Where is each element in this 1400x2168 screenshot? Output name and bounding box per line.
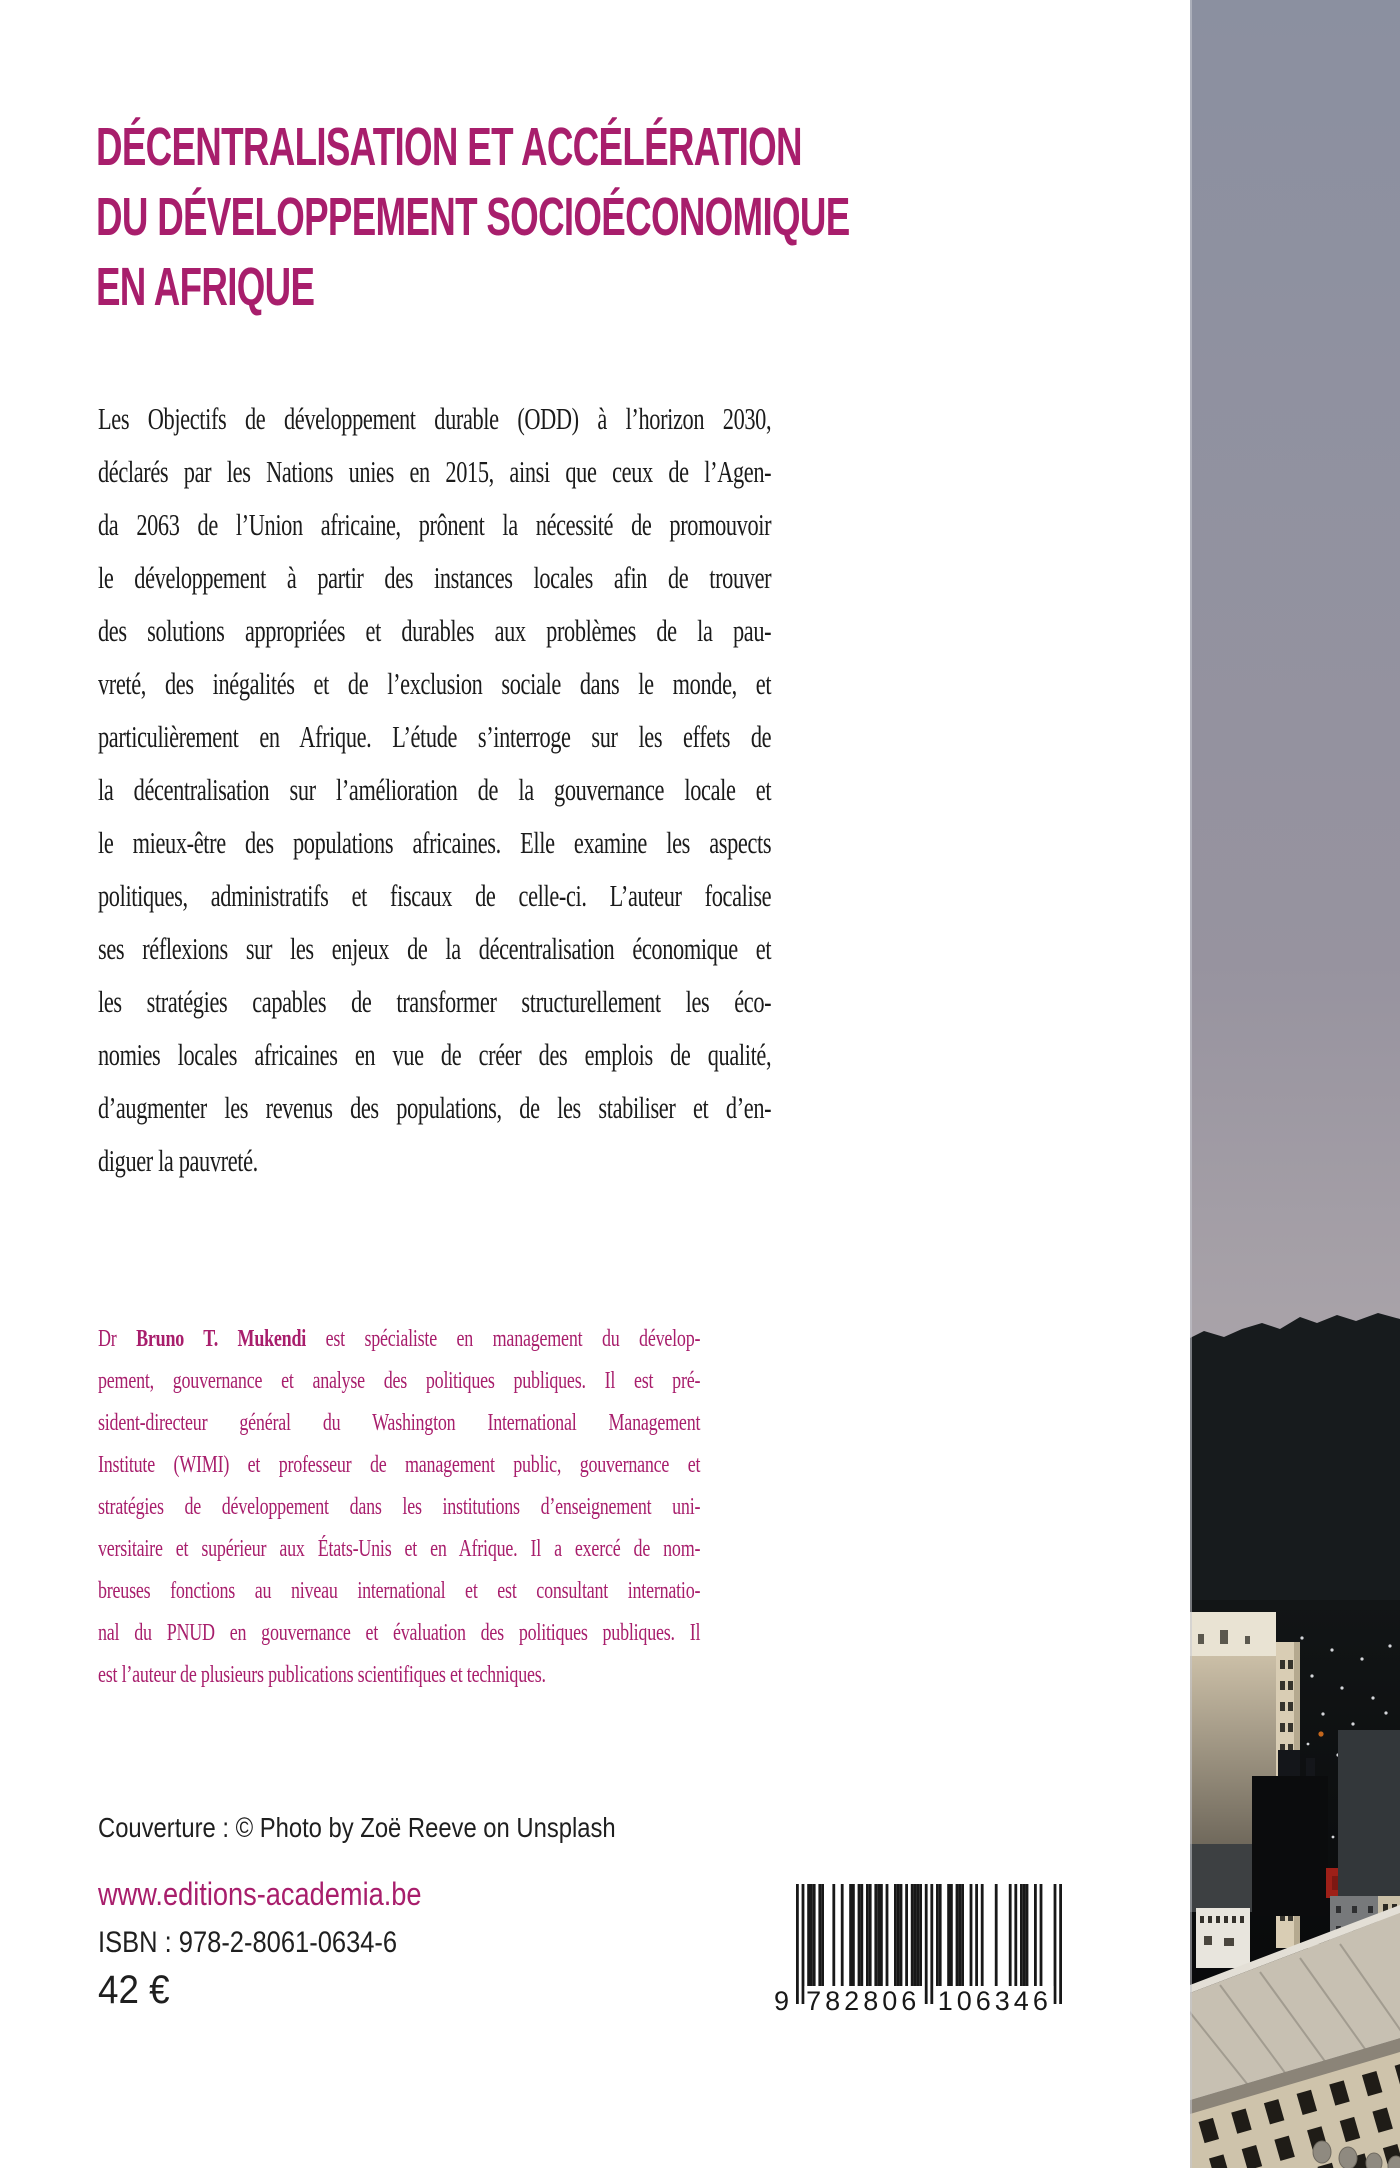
- bio-author-name: Bruno T. Mukendi: [136, 1326, 307, 1352]
- synopsis-line: ses réflexions sur les enjeux de la décentralisation économique et: [98, 931, 772, 966]
- title-line: DÉCENTRALISATION ET ACCÉLÉRATION: [96, 117, 802, 177]
- synopsis-line: da 2063 de l’Union africaine, prônent la nécessité de promouvoir: [98, 507, 772, 542]
- cover-photo-strip: [1190, 0, 1400, 2168]
- bio: [98, 1318, 700, 1696]
- synopsis: [98, 392, 771, 1187]
- photo-left-edge: [1190, 0, 1192, 2168]
- synopsis-line: d’augmenter les revenus des populations, de les stabiliser et d’en-: [98, 1090, 772, 1125]
- city-mountain-photo: [1190, 0, 1400, 2168]
- cover-photo-credit: Couverture : © Photo by Zoë Reeve on Unsplash: [98, 1812, 616, 1843]
- synopsis-line: nomies locales africaines en vue de créer des emplois de qualité,: [98, 1037, 772, 1072]
- synopsis-line: particulièrement en Afrique. L’étude s’interroge sur les effets de: [98, 719, 772, 754]
- title-line: DU DÉVELOPPEMENT SOCIOÉCONOMIQUE: [96, 187, 850, 247]
- svg-text:106346: 106346: [937, 1986, 1052, 2016]
- synopsis-line: politiques, administratifs et fiscaux de celle-ci. L’auteur focalise: [98, 878, 772, 913]
- svg-text:9: 9: [774, 1986, 790, 2016]
- concrete-tower: [1338, 1730, 1400, 1902]
- bio-line: stratégies de développement dans les institutions d’enseignement uni-: [98, 1494, 701, 1520]
- svg-text:782806: 782806: [806, 1986, 921, 2016]
- synopsis-line: le mieux-être des populations africaines. Elle examine les aspects: [98, 825, 772, 860]
- synopsis-line: déclarés par les Nations unies en 2015, ainsi que ceux de l’Agen-: [98, 454, 772, 489]
- synopsis-line: Les Objectifs de développement durable (ODD) à l’horizon 2030,: [98, 401, 772, 436]
- bio-line: Institute (WIMI) et professeur de management public, gouvernance et: [98, 1452, 701, 1478]
- synopsis-line: des solutions appropriées et durables aux problèmes de la pau-: [98, 613, 772, 648]
- orange-streetlight: [1318, 1731, 1323, 1736]
- gray-block: [1190, 1844, 1252, 1912]
- ean13-barcode: [770, 1884, 1070, 2016]
- publisher-website: www.editions-academia.be: [98, 1876, 422, 1912]
- synopsis-line: la décentralisation sur l’amélioration de la gouvernance locale et: [98, 772, 772, 807]
- synopsis-line: les stratégies capables de transformer structurellement les éco-: [98, 984, 772, 1019]
- isbn-number: ISBN : 978-2-8061-0634-6: [98, 1926, 398, 1959]
- dusk-sky: [1190, 0, 1400, 1340]
- synopsis-line: diguer la pauvreté.: [98, 1143, 258, 1178]
- bio-line: [98, 1318, 700, 1360]
- bio-line: pement, gouvernance et analyse des politiques publiques. Il est pré-: [98, 1368, 701, 1394]
- price: 42 €: [98, 1968, 170, 2012]
- title-line: EN AFRIQUE: [96, 257, 315, 317]
- synopsis-line: vreté, des inégalités et de l’exclusion sociale dans le monde, et: [98, 666, 772, 701]
- bio-line: nal du PNUD en gouvernance et évaluation des politiques publiques. Il: [98, 1620, 701, 1646]
- bio-line: breuses fonctions au niveau international et est consultant internatio-: [98, 1578, 701, 1604]
- book-title: [96, 112, 878, 322]
- bio-line-text: est spécialiste en management du dévelop-: [306, 1326, 701, 1352]
- synopsis-line: le développement à partir des instances locales afin de trouver: [98, 560, 772, 595]
- bio-line: versitaire et supérieur aux États-Unis et en Afrique. Il a exercé de nom-: [98, 1536, 701, 1562]
- bio-line: est l’auteur de plusieurs publications scientifiques et techniques.: [98, 1662, 546, 1688]
- white-building-left: [1196, 1908, 1250, 1968]
- bio-author-prefix: Dr: [98, 1326, 137, 1352]
- bio-line: sident-directeur général du Washington International Management: [98, 1410, 701, 1436]
